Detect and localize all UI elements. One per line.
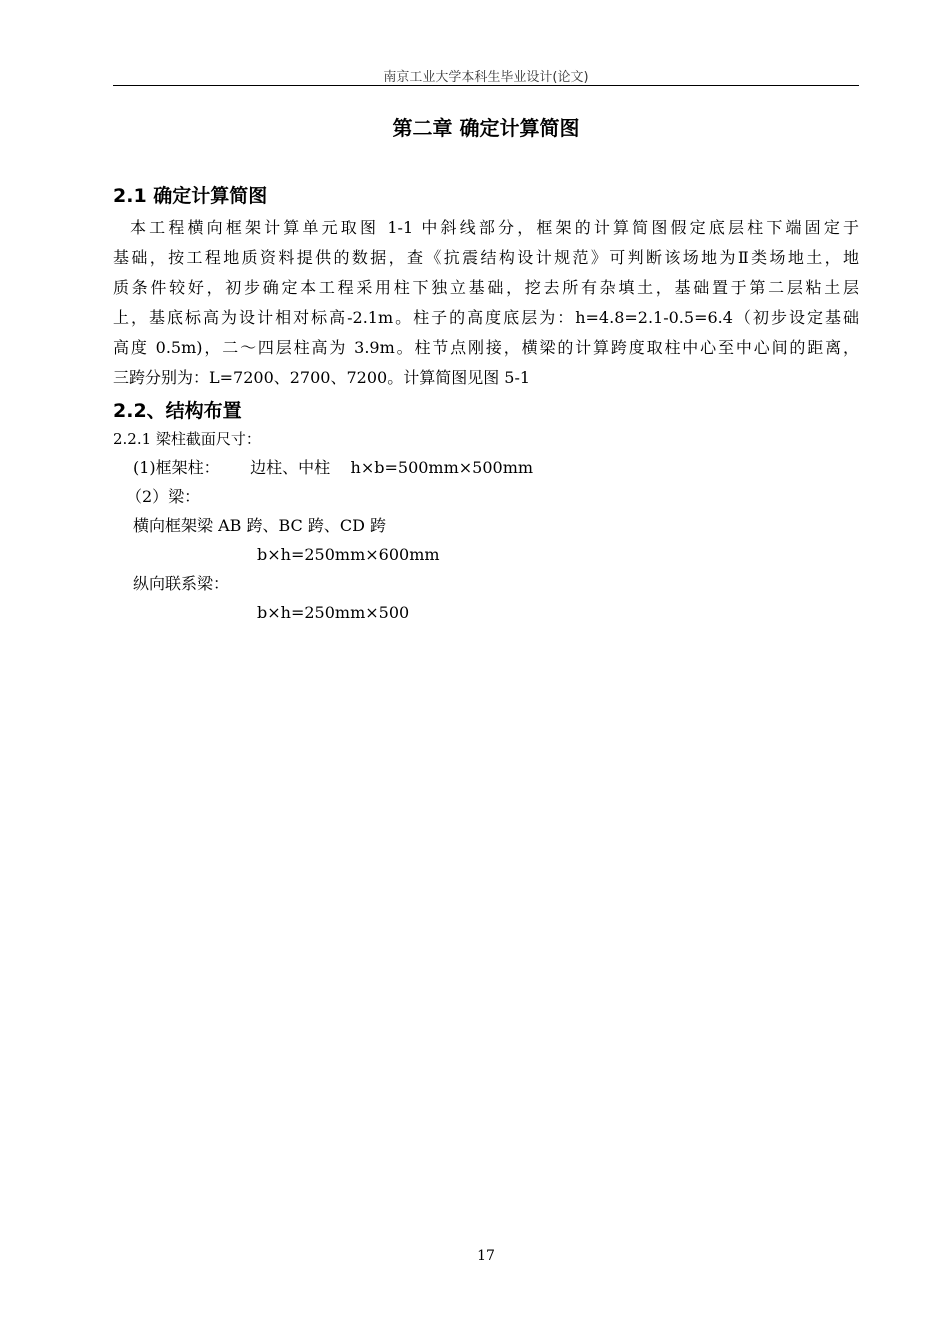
paragraph-line: 本工程横向框架计算单元取图 1-1 中斜线部分，框架的计算简图假定底层柱下端固定于 — [130, 218, 859, 237]
running-header: 南京工业大学本科生毕业设计(论文) — [383, 70, 589, 85]
section-heading-2-1: 2.1 确定计算简图 — [113, 185, 268, 207]
list-item: 横向框架梁 AB 跨、BC 跨、CD 跨 — [133, 516, 387, 535]
subsection-heading: 2.2.1 梁柱截面尺寸： — [113, 430, 261, 448]
list-item: b×h=250mm×500 — [257, 603, 410, 622]
paragraph-line: 上，基底标高为设计相对标高-2.1m。柱子的高度底层为：h=4.8=2.1-0.5=6.4（初步设定基础 — [113, 308, 859, 327]
chapter-title: 第二章 确定计算简图 — [392, 116, 580, 140]
list-item: b×h=250mm×600mm — [257, 545, 440, 564]
paragraph-line: 基础，按工程地质资料提供的数据，查《抗震结构设计规范》可判断该场地为Ⅱ类场地土，地 — [113, 248, 859, 267]
header-rule — [113, 85, 859, 86]
list-item: （2）梁： — [126, 487, 201, 506]
paragraph-line: 三跨分别为：L=7200、2700、7200。计算简图见图 5-1 — [113, 368, 531, 387]
section-heading-2-2: 2.2、结构布置 — [113, 400, 242, 422]
paragraph-line: 高度 0.5m)，二～四层柱高为 3.9m。柱节点刚接，横梁的计算跨度取柱中心至中心间的距离， — [113, 338, 859, 357]
paragraph-line: 质条件较好，初步确定本工程采用柱下独立基础，挖去所有杂填土，基础置于第二层粘土层 — [113, 278, 859, 297]
list-item: 纵向联系梁： — [133, 574, 230, 593]
page-number: 17 — [477, 1248, 495, 1264]
list-item: (1)框架柱： 边柱、中柱 h×b=500mm×500mm — [133, 458, 534, 477]
